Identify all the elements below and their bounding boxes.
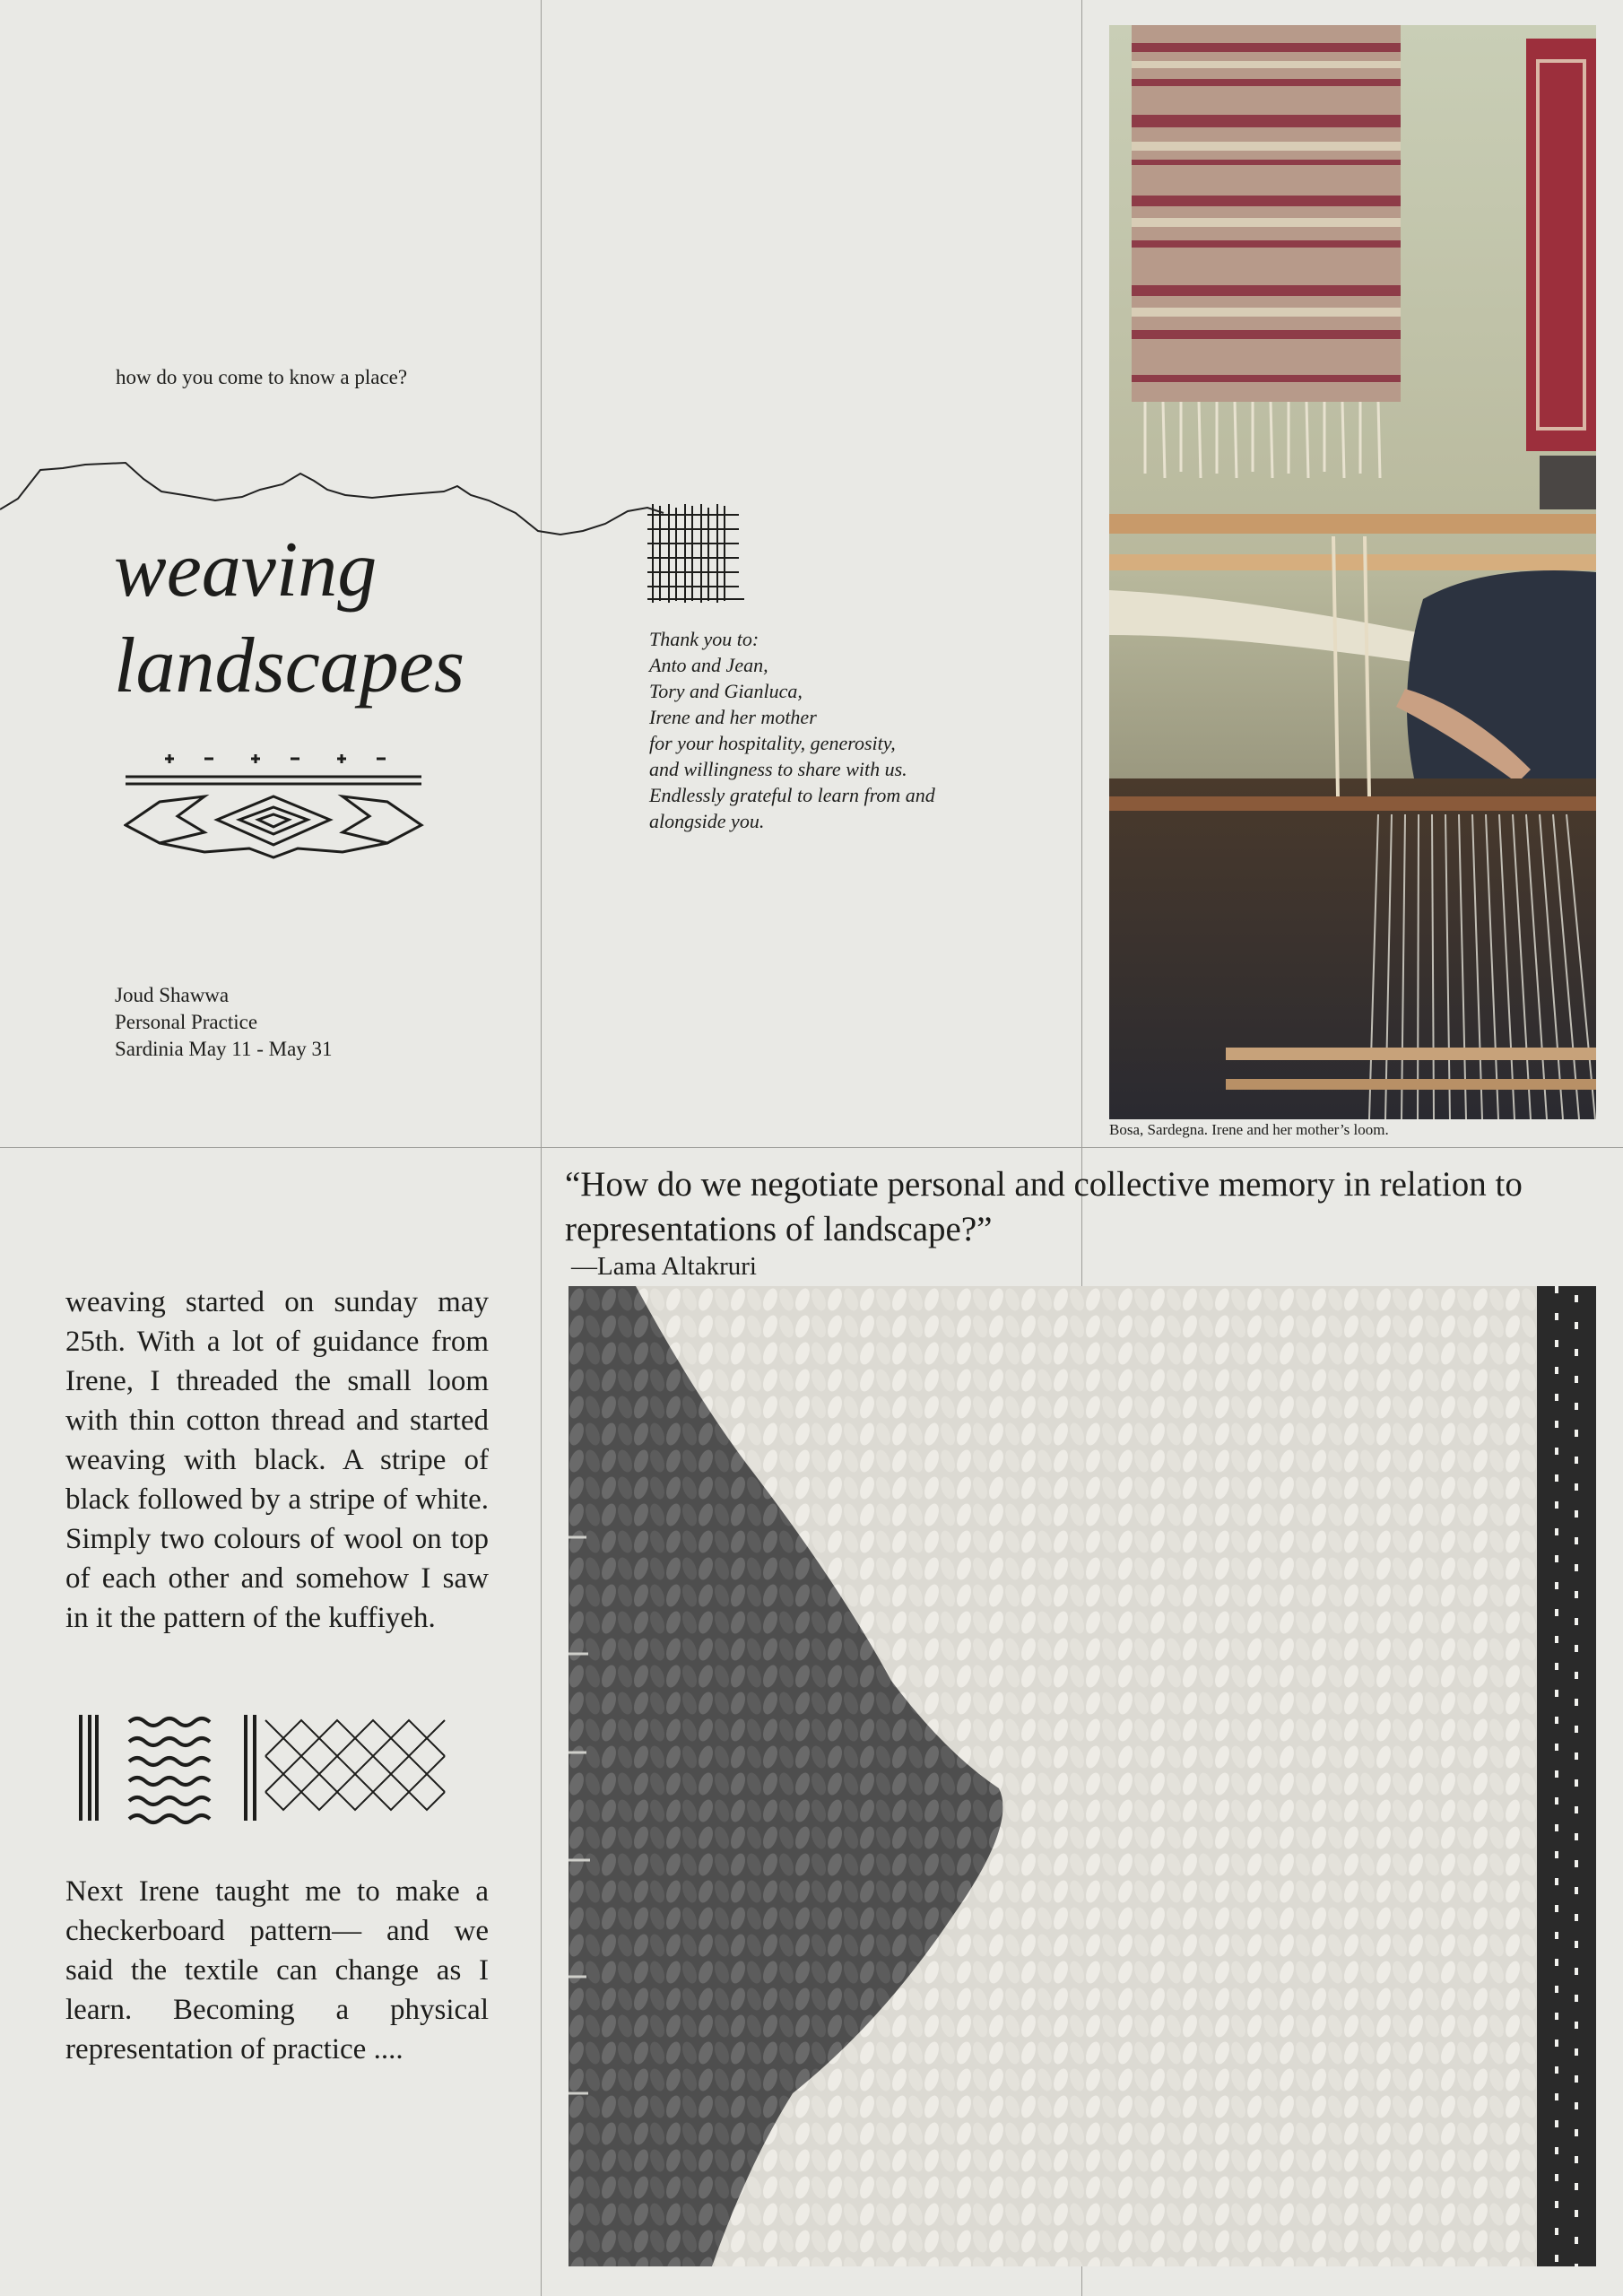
title-line-1: weaving: [114, 526, 378, 613]
fold-line-left: [541, 0, 542, 2296]
weave-grid-icon: [646, 502, 753, 610]
kilim-motif-drawing: [124, 744, 429, 870]
acknowledgements: [649, 626, 1026, 834]
thanks-line: alongside you.: [649, 810, 765, 832]
pull-quote: “How do we negotiate personal and collective memory in relation to representations of landscape?”: [565, 1165, 1523, 1248]
project-type: Personal Practice: [115, 1011, 258, 1033]
kuffiyeh-pattern-drawing: [75, 1711, 461, 1828]
body-paragraph-1: weaving started on sunday may 25th. With a lot of guidance from Irene, I threaded the small loom with thin cotton thread and started weaving with black. A stripe of black followed by a stripe of white. Simply two colours of wool on top of each other and somehow I saw in it the pattern of the kuffiyeh.: [65, 1286, 489, 1634]
credits-block: [115, 982, 333, 1063]
opening-question: how do you come to know a place?: [116, 366, 408, 388]
thanks-line: Anto and Jean,: [649, 654, 768, 676]
loom-photograph: [1109, 25, 1596, 1119]
thanks-line: Irene and her mother: [649, 706, 817, 728]
thanks-line: for your hospitality, generosity,: [649, 732, 896, 754]
project-dates: Sardinia May 11 - May 31: [115, 1038, 333, 1060]
thanks-line: Tory and Gianluca,: [649, 680, 803, 702]
woven-textile-photograph: [568, 1286, 1596, 2266]
fold-line-horizontal: [0, 1147, 1623, 1148]
author-name: Joud Shawwa: [115, 984, 230, 1006]
thanks-line: Thank you to:: [649, 628, 759, 650]
photo-caption: Bosa, Sardegna. Irene and her mother’s loom.: [1109, 1121, 1389, 1138]
quote-attribution: —Lama Altakruri: [571, 1252, 757, 1281]
thanks-line: and willingness to share with us.: [649, 758, 907, 780]
page-title: [114, 522, 464, 714]
thanks-line: Endlessly grateful to learn from and: [649, 784, 935, 806]
title-line-2: landscapes: [114, 622, 465, 709]
body-paragraph-2: Next Irene taught me to make a checkerboard pattern— and we said the textile can change as I learn. Becoming a physical representation of practice ....: [65, 1875, 489, 2066]
